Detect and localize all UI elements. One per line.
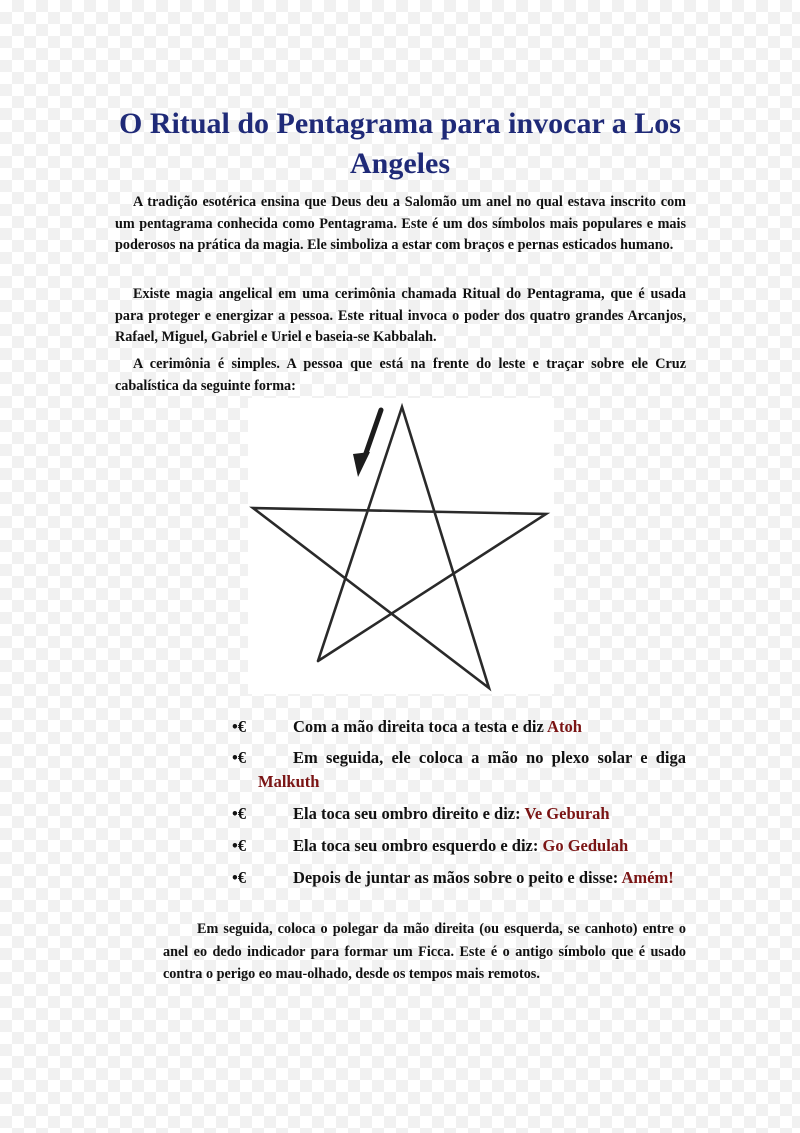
step-item bbox=[232, 866, 686, 890]
spoken-word: Amém! bbox=[621, 868, 674, 887]
spoken-word: Ve Geburah bbox=[524, 804, 610, 823]
closing-paragraph: Em seguida, coloca o polegar da mão direita (ou esquerda, se canhoto) entre o anel eo dedo indicador para formar um Ficca. Este é o antigo símbolo que é usado contra o perigo eo mau-olhado, desde os tempos mais remotos. bbox=[163, 921, 686, 982]
step-item bbox=[232, 715, 686, 739]
step-text: Ela toca seu ombro esquerdo e diz: bbox=[293, 836, 539, 855]
pentagram-star-icon bbox=[253, 407, 546, 688]
intro-paragraph: A tradição esotérica ensina que Deus deu a Salomão um anel no qual estava inscrito com um pentagrama conhecida como Pentagrama. Este é um dos símbolos mais populares e mais poderosos na prática da magia. Ele simboliza a estar com braços e pernas esticados humano. bbox=[115, 194, 686, 253]
bullet-marker: •€ bbox=[232, 748, 247, 767]
bullet-marker: •€ bbox=[232, 717, 247, 736]
document-title: O Ritual do Pentagrama para invocar a Los Angeles bbox=[119, 107, 681, 180]
bullet-marker: •€ bbox=[232, 804, 247, 823]
angelic-magic-paragraph: Existe magia angelical em uma cerimônia chamada Ritual do Pentagrama, que é usada para proteger e energizar a pessoa. Este ritual invoca o poder dos quatro grandes Arcanjos, Rafael, Miguel, Gabriel e Uriel e baseia-se Kabbalah. bbox=[115, 286, 686, 345]
step-text: Com a mão direita toca a testa e diz bbox=[293, 717, 544, 736]
step-item bbox=[232, 746, 686, 794]
bullet-marker: •€ bbox=[232, 836, 247, 855]
step-text: Ela toca seu ombro direito e diz: bbox=[293, 804, 521, 823]
step-item bbox=[232, 834, 686, 858]
pentagram-figure bbox=[248, 398, 554, 694]
spoken-word: Atoh bbox=[547, 717, 582, 736]
arrow-down-icon bbox=[353, 410, 381, 477]
ceremony-paragraph: A cerimônia é simples. A pessoa que está na frente do leste e traçar sobre ele Cruz cabalística da seguinte forma: bbox=[115, 356, 686, 394]
step-text: Depois de juntar as mãos sobre o peito e disse: bbox=[293, 868, 619, 887]
step-text: Em seguida, ele coloca a mão no plexo solar e diga bbox=[293, 748, 686, 767]
spoken-word: Go Gedulah bbox=[542, 836, 629, 855]
spoken-word: Malkuth bbox=[258, 772, 320, 791]
bullet-marker: •€ bbox=[232, 868, 247, 887]
step-item bbox=[232, 802, 686, 826]
